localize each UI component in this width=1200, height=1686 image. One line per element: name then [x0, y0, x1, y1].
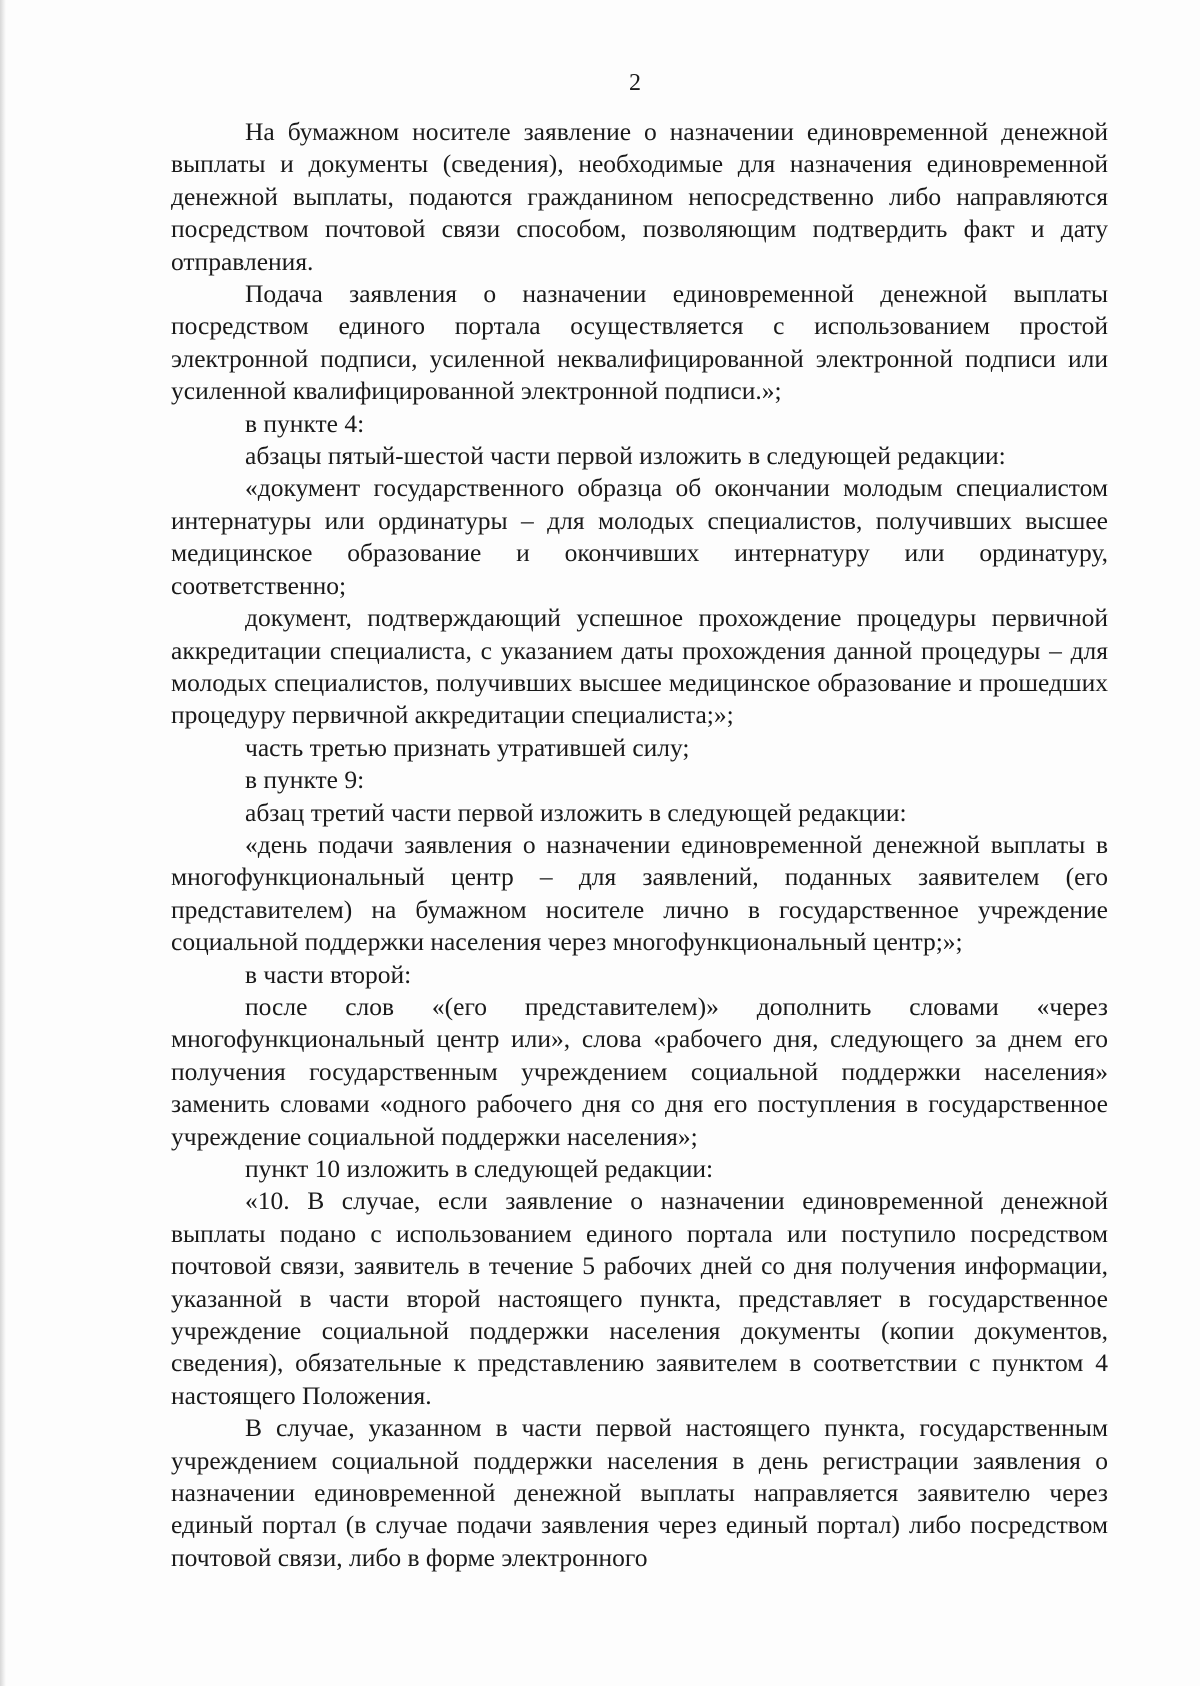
paragraph: «10. В случае, если заявление о назначении единовременной денежной выплаты подано с использованием единого портала или поступило посредством почтовой связи, заявитель в течение 5 рабочих дней со дня получения информации, указанной в части второй настоящего пункта, представляет в государственное учреждение социальной поддержки населения документы (копии документов, сведения), обязательные к представлению заявителем в соответствии с пунктом 4 настоящего Положения. [171, 1186, 1108, 1410]
paragraph: Подача заявления о назначении единовременной денежной выплаты посредством единого портала осуществляется с использованием простой электронной подписи, усиленной неквалифицированной электронной подписи или усиленной квалифицированной электронной подписи.»; [171, 279, 1108, 406]
paragraph: На бумажном носителе заявление о назначении единовременной денежной выплаты и документы (сведения), необходимые для назначения единовременной денежной выплаты, подаются гражданином непосредственно либо направляются посредством почтовой связи способом, позволяющим подтвердить факт и дату отправления. [171, 117, 1108, 276]
page-number: 2 [629, 70, 641, 96]
document-body [171, 116, 1108, 1574]
paragraph: в пункте 9: [245, 765, 365, 795]
paragraph: в части второй: [245, 959, 412, 989]
paragraph: В случае, указанном в части первой настоящего пункта, государственным учреждением социальной поддержки населения в день регистрации заявления о назначении единовременной денежной выплаты направляется заявителю через единый портал (в случае подачи заявления через единый портал) либо посредством почтовой связи, либо в форме электронного [171, 1413, 1108, 1572]
paragraph: «документ государственного образца об окончании молодым специалистом интернатуры или ординатуры – для молодых специалистов, получивших высшее медицинское образование и окончивших интернатуру или ординатуру, соответственно; [171, 473, 1108, 600]
paragraph: пункт 10 изложить в следующей редакции: [245, 1154, 714, 1183]
paragraph: абзацы пятый-шестой части первой изложить в следующей редакции: [245, 441, 1006, 471]
paragraph: документ, подтверждающий успешное прохождение процедуры первичной аккредитации специалиста, с указанием даты прохождения данной процедуры – для молодых специалистов, получивших высшее медицинское образование и прошедших процедуру первичной аккредитации специалиста;»; [171, 603, 1108, 730]
paragraph: абзац третий части первой изложить в следующей редакции: [245, 797, 907, 827]
paragraph: в пункте 4: [245, 408, 365, 438]
paragraph: «день подачи заявления о назначении единовременной денежной выплаты в многофункциональный центр – для заявлений, поданных заявителем (его представителем) на бумажном носителе лично в государственное учреждение социальной поддержки населения через многофункциональный центр;»; [171, 829, 1108, 957]
paragraph: после слов «(его представителем)» дополнить словами «через многофункциональный центр или», слова «рабочего дня, следующего за днем его получения государственным учреждением социальной поддержки населения» заменить словами «одного рабочего дня со дня его поступления в государственное учреждение социальной поддержки населения»; [171, 991, 1108, 1151]
scan-edge [0, 0, 6, 1686]
paragraph: часть третью признать утратившей силу; [245, 732, 690, 762]
